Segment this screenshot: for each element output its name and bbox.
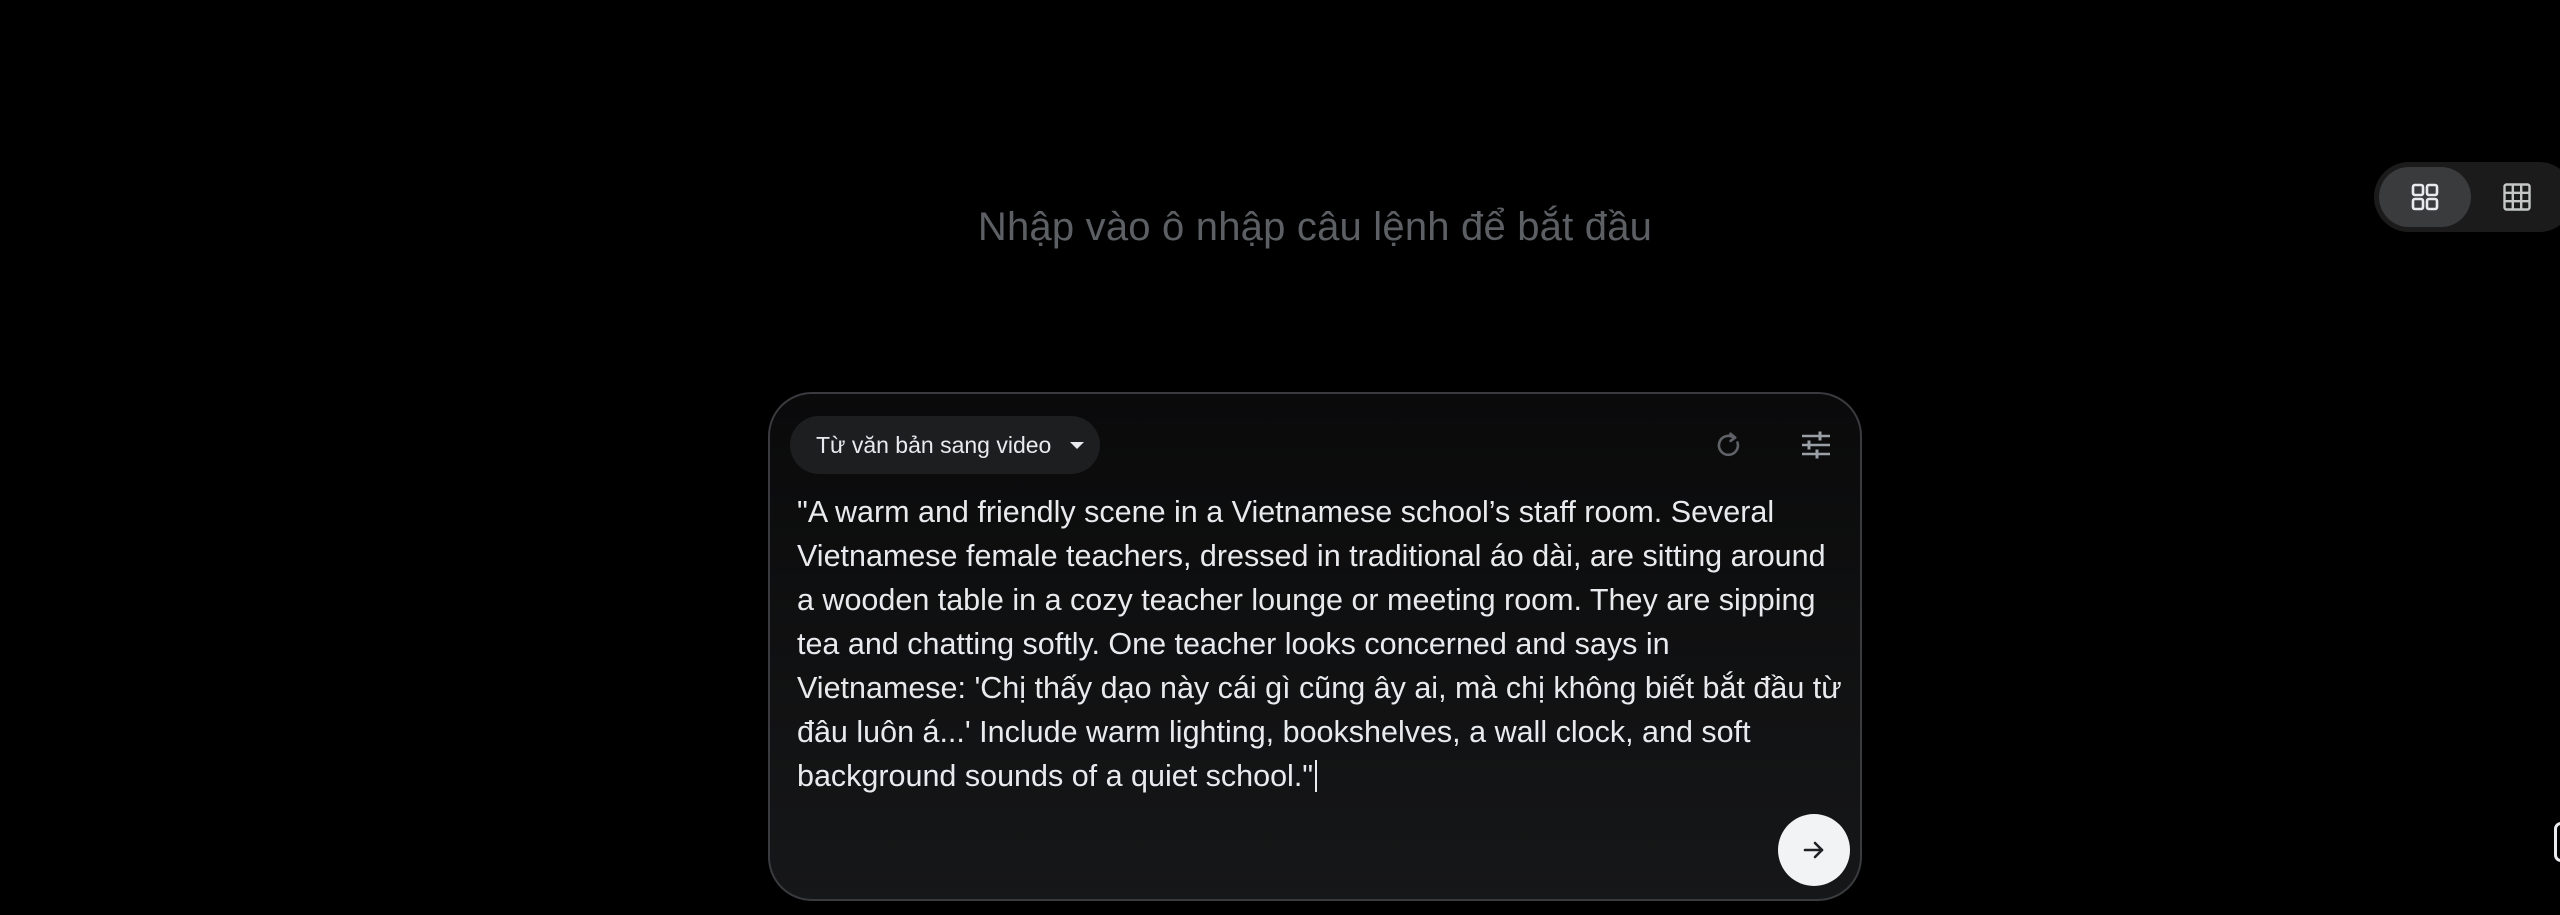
reset-button[interactable] [1703,419,1755,471]
empty-state-hint: Nhập vào ô nhập câu lệnh để bắt đầu [977,205,1653,249]
refresh-icon [1713,429,1745,461]
prompt-value: "A warm and friendly scene in a Vietnamese school’s staff room. Several Vietnamese female teachers, dressed in traditional áo dài, are sitting around a wooden table in a cozy teacher lounge or meeting room. They are sipping tea and chatting softly. One teacher looks concerned and says in Vietnamese: 'Chị thấy dạo này cái gì cũng ây ai, mà chị không biết bắt đầu từ đâu luôn á...' Include warm lighting, bookshelves, a wall clock, and soft background sounds of a quiet school." [797,495,1851,793]
settings-button[interactable] [1790,419,1842,471]
prompt-textarea[interactable] [797,490,1851,798]
text-cursor [1315,760,1317,792]
tune-sliders-icon [1799,428,1833,462]
arrow-right-icon [1800,836,1828,864]
mode-dropdown[interactable] [790,416,1100,474]
mode-dropdown-label: Từ văn bản sang video [816,431,1052,458]
prompt-composer [768,392,1862,901]
edge-handle [2554,822,2560,862]
submit-button[interactable] [1778,814,1850,886]
caret-down-icon [1070,442,1084,449]
